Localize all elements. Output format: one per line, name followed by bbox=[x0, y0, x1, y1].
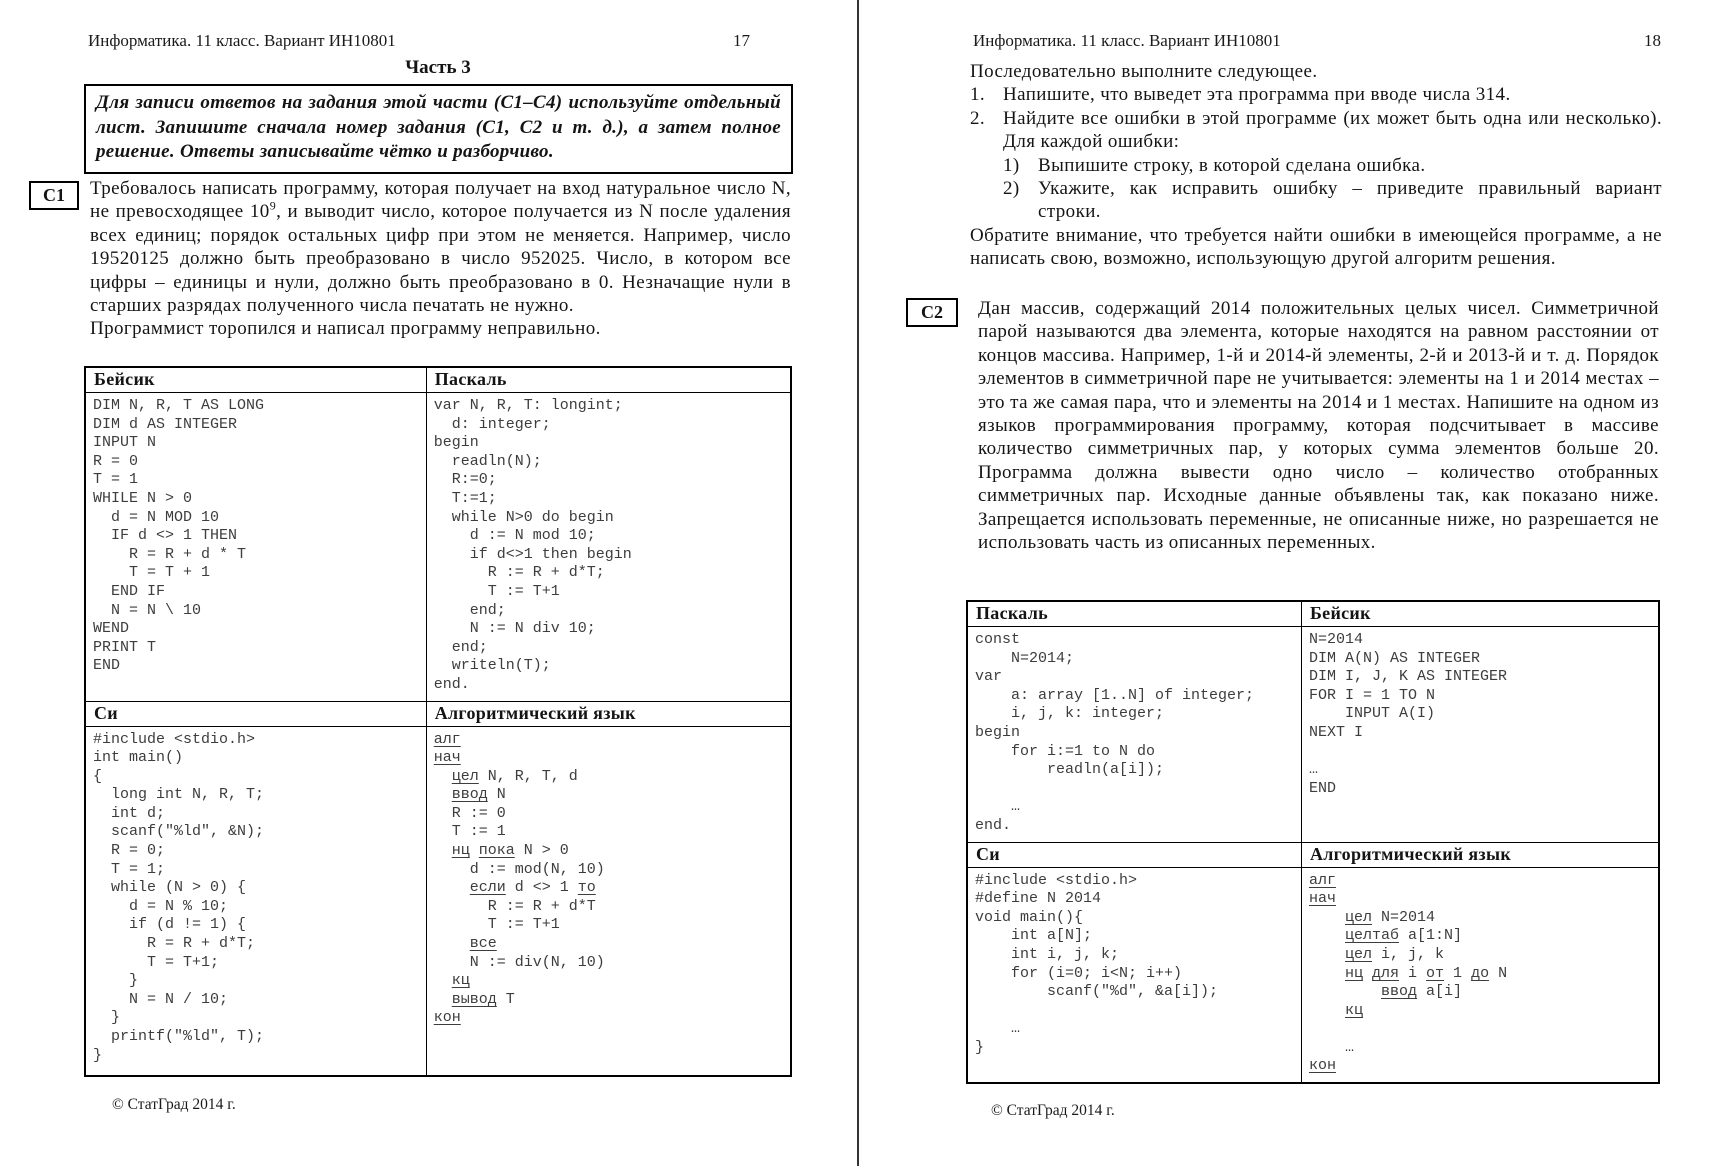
column-header-pascal: Паскаль bbox=[427, 368, 790, 393]
code-line: R = R + d*T; bbox=[93, 935, 256, 953]
code-line: ввод a[i] bbox=[1380, 983, 1462, 1001]
code-table-c1 bbox=[84, 366, 792, 1077]
table-header-row bbox=[86, 368, 790, 393]
sublist-item bbox=[1003, 154, 1662, 177]
list-item bbox=[970, 83, 1662, 106]
code-line: цел i, j, k bbox=[1344, 945, 1444, 963]
code-line: var N, R, T: longint; bbox=[433, 397, 623, 414]
code-line: цел N=2014 bbox=[1344, 908, 1435, 926]
exponent: 9 bbox=[269, 199, 277, 214]
code-line: … bbox=[1308, 1038, 1354, 1056]
header-title: Информатика. 11 класс. Вариант ИН10801 bbox=[88, 31, 396, 50]
page-header bbox=[973, 31, 1661, 51]
code-line: int d; bbox=[93, 804, 166, 822]
code-line: нц для i от 1 до N bbox=[1344, 964, 1508, 982]
code-line: #include <stdio.h> bbox=[975, 871, 1138, 889]
code-line: все bbox=[469, 935, 497, 953]
code-line: кц bbox=[451, 972, 470, 990]
code-line: T = 1; bbox=[93, 860, 166, 878]
code-table-c2 bbox=[966, 600, 1660, 1084]
code-line: i, j, k: integer; bbox=[975, 705, 1165, 723]
code-line: … bbox=[975, 798, 1021, 816]
code-line: кц bbox=[1344, 1001, 1363, 1019]
code-line: #define N 2014 bbox=[975, 890, 1102, 908]
code-line: PRINT T bbox=[93, 638, 157, 656]
code-line: … bbox=[975, 1020, 1021, 1038]
code-line: if (d != 1) { bbox=[93, 916, 247, 934]
code-line: FOR I = 1 TO N bbox=[1308, 686, 1435, 704]
code-line: while N>0 do begin bbox=[433, 508, 614, 526]
code-line: N := div(N, 10) bbox=[433, 953, 605, 971]
task-label-c2: С2 bbox=[906, 298, 958, 327]
column-header-c: Си bbox=[968, 843, 1302, 868]
code-line: DIM N, R, T AS LONG bbox=[93, 397, 265, 414]
code-line: N=2014 bbox=[1308, 631, 1363, 648]
task-c1-paragraph2: Программист торопился и написал программу неправильно. bbox=[90, 318, 601, 340]
code-line: a: array [1..N] of integer; bbox=[975, 686, 1255, 704]
column-header-algo: Алгоритмический язык bbox=[427, 702, 790, 727]
code-line: T = 1 bbox=[93, 471, 139, 489]
page-number: 18 bbox=[1644, 31, 1661, 50]
code-line: end. bbox=[433, 675, 470, 693]
code-line: begin bbox=[975, 723, 1021, 741]
code-line: begin bbox=[433, 434, 479, 452]
code-line: T = T + 1 bbox=[93, 564, 211, 582]
code-line: #include <stdio.h> bbox=[93, 730, 256, 748]
code-line bbox=[975, 780, 1295, 799]
code-line: END bbox=[1308, 779, 1336, 797]
list-item-number: 2. bbox=[970, 107, 986, 129]
sublist-item-number: 1) bbox=[1003, 154, 1020, 176]
code-line: readln(a[i]); bbox=[975, 761, 1165, 779]
code-line: d := N mod 10; bbox=[433, 527, 596, 545]
code-line: int main() bbox=[93, 749, 184, 767]
list-item bbox=[970, 107, 1662, 154]
page-17 bbox=[0, 0, 857, 1166]
code-cell-c bbox=[968, 868, 1302, 1083]
code-line: цел N, R, T, d bbox=[451, 767, 578, 785]
column-header-basic: Бейсик bbox=[1302, 602, 1658, 627]
code-line: WHILE N > 0 bbox=[93, 489, 193, 507]
table-code-row bbox=[968, 868, 1658, 1083]
code-line: INPUT A(I) bbox=[1308, 705, 1435, 723]
code-line: T:=1; bbox=[433, 489, 497, 507]
code-line: алг bbox=[1308, 871, 1336, 889]
code-line: writeln(T); bbox=[433, 657, 551, 675]
code-line: N := N div 10; bbox=[433, 620, 596, 638]
code-line: DIM I, J, K AS INTEGER bbox=[1308, 668, 1507, 686]
code-line: N=2014; bbox=[975, 649, 1075, 667]
code-line: var bbox=[975, 668, 1003, 686]
code-line: T = T+1; bbox=[93, 953, 220, 971]
sublist-item-text: Выпишите строку, в которой сделана ошибка. bbox=[1038, 154, 1426, 176]
page-footer: © СтатГрад 2014 г. bbox=[112, 1096, 236, 1113]
code-cell-pascal bbox=[427, 393, 790, 702]
column-header-c: Си bbox=[86, 702, 427, 727]
code-line: R := R + d*T bbox=[433, 897, 596, 915]
code-line: void main(){ bbox=[975, 908, 1084, 926]
code-line: вывод T bbox=[451, 990, 515, 1008]
code-line: R := R + d*T; bbox=[433, 564, 605, 582]
code-line: T := T+1 bbox=[433, 916, 560, 934]
note-paragraph: Обратите внимание, что требуется найти ошибки в имеющейся программе, а не написать свою, возможно, использующую другой алгоритм решения. bbox=[970, 224, 1662, 270]
code-line: NEXT I bbox=[1308, 723, 1363, 741]
code-line: end. bbox=[975, 816, 1012, 834]
code-line: R = R + d * T bbox=[93, 545, 247, 563]
instruction-box: Для записи ответов на задания этой части (С1–С4) используйте отдельный лист. Запишите сначала номер задания (С1, С2 и т. д.), а затем полное решение. Ответы записывайте чётко и разборчиво. bbox=[84, 84, 793, 174]
list-item-number: 1. bbox=[970, 84, 986, 106]
sequence-intro: Последовательно выполните следующее. bbox=[970, 61, 1318, 82]
page-header bbox=[88, 31, 750, 51]
page-18 bbox=[862, 0, 1716, 1166]
code-line: for (i=0; i<N; i++) bbox=[975, 964, 1183, 982]
code-line: d := mod(N, 10) bbox=[433, 860, 605, 878]
sublist-item-text: Укажите, как исправить ошибку – приведите правильный вариант строки. bbox=[1038, 178, 1662, 223]
table-header-row bbox=[86, 702, 790, 727]
code-line: N = N \ 10 bbox=[93, 601, 202, 619]
code-line: T := T+1 bbox=[433, 582, 560, 600]
code-line: d: integer; bbox=[433, 415, 551, 433]
code-line: END bbox=[93, 657, 121, 675]
code-line: long int N, R, T; bbox=[93, 786, 265, 804]
code-line bbox=[1309, 1020, 1652, 1039]
code-line: если d <> 1 то bbox=[469, 879, 596, 897]
code-line: end; bbox=[433, 638, 488, 656]
code-line: DIM d AS INTEGER bbox=[93, 415, 238, 433]
code-line: while (N > 0) { bbox=[93, 879, 247, 897]
code-line: const bbox=[975, 631, 1021, 648]
code-line: кон bbox=[433, 1009, 461, 1027]
code-line bbox=[975, 1002, 1295, 1021]
code-line: END IF bbox=[93, 582, 166, 600]
code-line: целтаб a[1:N] bbox=[1344, 927, 1462, 945]
code-line: нач bbox=[1308, 890, 1336, 908]
code-cell-pascal bbox=[968, 627, 1302, 843]
code-line: ввод N bbox=[451, 786, 506, 804]
list-item-text: Напишите, что выведет эта программа при вводе числа 314. bbox=[1003, 84, 1511, 106]
task-c2-text: Дан массив, содержащий 2014 положительных целых чисел. Симметричной парой называются два элемента, которые находятся на равном расстоянии от концов массива. Например, 1-й и 2014-й элементы, 2-й и 2013-й и т. д. Порядок элементов в симметричной паре не учитывается: элементы на 1 и 2014 местах – это та же самая пара, что и элементы на 2014 и 1 местах. Напишите на одном из языков программирования программу, которая подсчитывает в массиве количество симметричных пар, у которых сумма элементов больше 20. Программа должна вывести одно число – количество отобранных симметричных пар. Исходные данные объявлены так, как показано ниже. Запрещается использовать переменные, не описанные ниже, но разрешается не использовать часть из описанных переменных. bbox=[978, 298, 1659, 554]
code-line: N = N / 10; bbox=[93, 990, 229, 1008]
sublist-item bbox=[1003, 177, 1662, 224]
code-cell-basic bbox=[1302, 627, 1658, 843]
code-line: scanf("%d", &a[i]); bbox=[975, 983, 1219, 1001]
code-line: нач bbox=[433, 749, 461, 767]
code-line: } bbox=[93, 1046, 103, 1064]
code-line: IF d <> 1 THEN bbox=[93, 527, 238, 545]
page-footer: © СтатГрад 2014 г. bbox=[991, 1102, 1115, 1119]
code-line: for i:=1 to N do bbox=[975, 742, 1156, 760]
code-line: scanf("%ld", &N); bbox=[93, 823, 265, 841]
code-line: R := 0 bbox=[433, 804, 506, 822]
column-header-algo: Алгоритмический язык bbox=[1302, 843, 1658, 868]
code-line: int i, j, k; bbox=[975, 945, 1120, 963]
code-line: } bbox=[975, 1038, 985, 1056]
table-header-row bbox=[968, 602, 1658, 627]
task-c1-text-part1: Требовалось написать программу, которая получает на вход натуральное число N, не превосходящее 10 bbox=[90, 178, 791, 223]
code-cell-c bbox=[86, 727, 427, 1075]
sublist-item-number: 2) bbox=[1003, 178, 1020, 200]
table-code-row bbox=[86, 393, 790, 702]
code-line: R = 0; bbox=[93, 842, 166, 860]
table-code-row bbox=[86, 727, 790, 1075]
code-line: нц пока N > 0 bbox=[451, 842, 569, 860]
column-header-pascal: Паскаль bbox=[968, 602, 1302, 627]
table-code-row bbox=[968, 627, 1658, 843]
column-header-basic: Бейсик bbox=[86, 368, 427, 393]
table-header-row bbox=[968, 843, 1658, 868]
code-line: INPUT N bbox=[93, 434, 157, 452]
task-c1-text-part2: , и выводит число, которое получается из N после удаления всех единиц; порядок остальных цифр при этом не меняется. Например, число 19520125 должно быть преобразовано в число 952025. Число, в котором все цифры – единицы и нули, должно быть преобразовано в 0. Незначащие нули в старших разрядах полученного числа печатать не нужно. bbox=[90, 201, 792, 317]
code-line: алг bbox=[433, 730, 461, 748]
code-line: T := 1 bbox=[433, 823, 506, 841]
code-line: кон bbox=[1308, 1057, 1336, 1075]
code-line: R = 0 bbox=[93, 452, 139, 470]
code-line: } bbox=[93, 1009, 121, 1027]
code-line: if d<>1 then begin bbox=[433, 545, 632, 563]
code-line: R:=0; bbox=[433, 471, 497, 489]
task-c1-paragraph bbox=[90, 177, 791, 317]
code-line: { bbox=[93, 767, 103, 785]
page-number: 17 bbox=[733, 31, 750, 50]
code-line: DIM A(N) AS INTEGER bbox=[1308, 649, 1480, 667]
code-line: readln(N); bbox=[433, 452, 542, 470]
list-item-text: Найдите все ошибки в этой программе (их может быть одна или несколько). Для каждой ошибки: bbox=[1003, 107, 1662, 153]
page-divider bbox=[857, 0, 859, 1166]
code-line: … bbox=[1308, 761, 1318, 779]
header-title: Информатика. 11 класс. Вариант ИН10801 bbox=[973, 31, 1281, 50]
code-line bbox=[1309, 743, 1652, 762]
sublist bbox=[1003, 154, 1662, 224]
code-line: int a[N]; bbox=[975, 927, 1093, 945]
task-instructions-block bbox=[970, 60, 1662, 271]
code-cell-algo bbox=[1302, 868, 1658, 1083]
task-c1-text bbox=[90, 177, 791, 341]
task-label-c1: С1 bbox=[29, 181, 79, 210]
code-line: d = N MOD 10 bbox=[93, 508, 220, 526]
code-line: d = N % 10; bbox=[93, 897, 229, 915]
code-cell-basic bbox=[86, 393, 427, 702]
code-cell-algo bbox=[427, 727, 790, 1075]
code-line: end; bbox=[433, 601, 506, 619]
code-line: printf("%ld", T); bbox=[93, 1028, 265, 1045]
part-heading: Часть 3 bbox=[405, 57, 471, 78]
code-line: WEND bbox=[93, 620, 130, 638]
code-line: } bbox=[93, 972, 139, 990]
